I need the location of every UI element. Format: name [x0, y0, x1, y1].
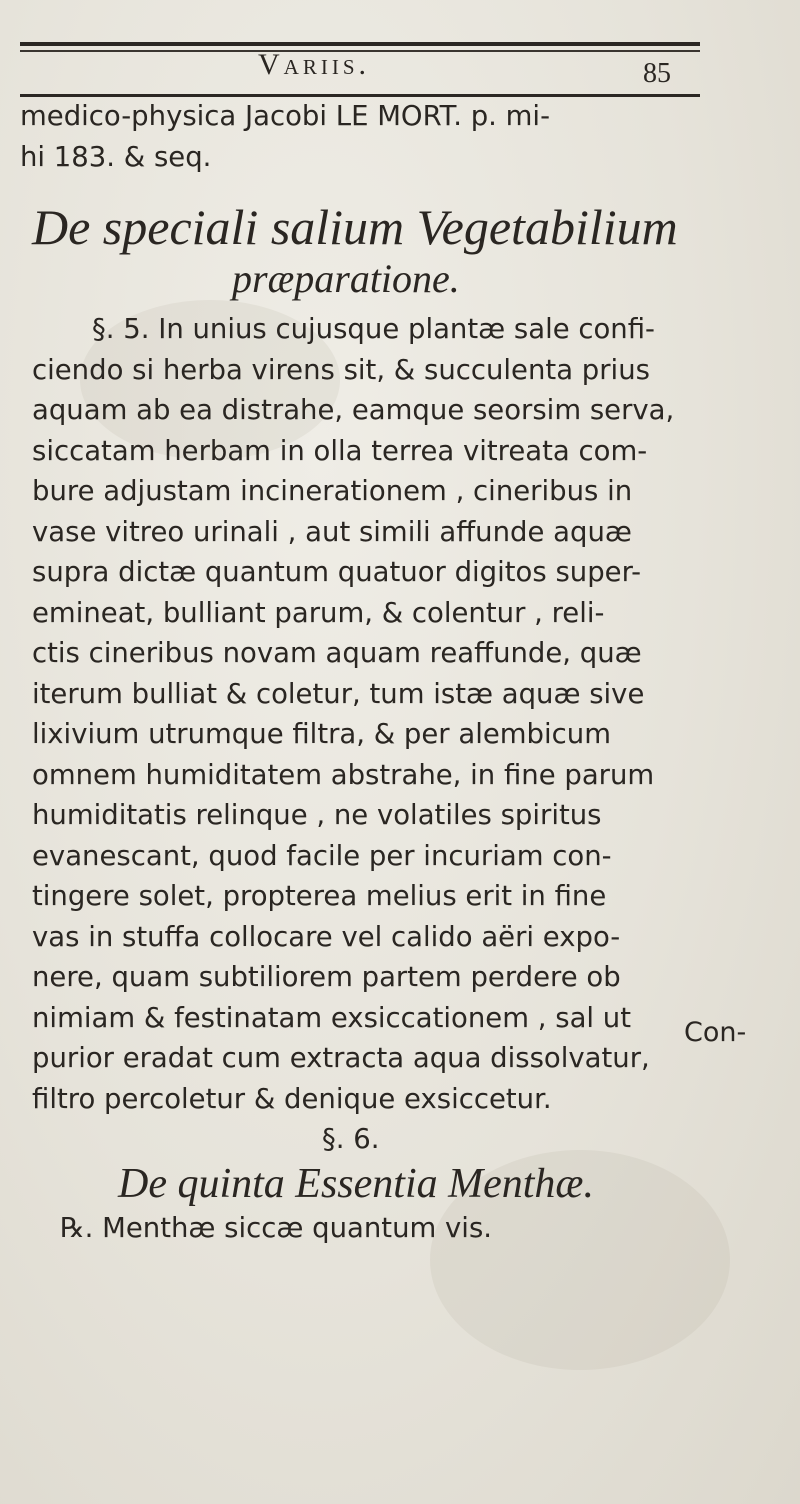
text-line: siccatam herbam in olla terrea vitreata com-: [32, 434, 648, 467]
text-line: emineat, bulliant parum, & colentur , reli-: [32, 596, 605, 629]
text-line: iterum bulliat & coletur, tum istæ aquæ sive: [32, 677, 645, 710]
text-line: medico-physica Jacobi LE MORT. p. mi-: [20, 100, 550, 132]
text-line: ctis cineribus novam aquam reaffunde, quæ: [32, 637, 642, 669]
section-heading: De speciali salium Vegetabilium: [32, 199, 678, 255]
text-line: omnem humiditatem abstrahe, in fine parum: [32, 758, 655, 791]
page-number: 85: [643, 58, 671, 89]
text-line: bure adjustam incinerationem , cineribus in: [32, 475, 633, 507]
section-heading-continued: præparatione.: [232, 256, 460, 301]
text-line: evanescant, quod facile per incuriam con-: [32, 839, 612, 872]
section-heading: De quinta Essentia Menthæ.: [118, 1160, 594, 1207]
section-number: §. 6.: [322, 1123, 380, 1155]
catchword: Con-: [684, 1017, 747, 1048]
text-line: vase vitreo urinali , aut simili affunde aquæ: [32, 515, 632, 548]
text-line: vas in stuffa collocare vel calido aëri expo-: [32, 920, 621, 953]
text-line: filtro percoletur & denique exsiccetur.: [32, 1082, 552, 1115]
paragraph-first-line: §. 5. In unius cujusque plantæ sale confi-: [92, 313, 655, 345]
text-line: humiditatis relinque , ne volatiles spiritus: [32, 799, 602, 831]
body-text: [20, 96, 740, 1248]
text-line: aquam ab ea distrahe, eamque seorsim serva,: [32, 394, 675, 426]
text-line: ciendo si herba virens sit, & succulenta prius: [32, 353, 650, 386]
text-line: lixivium utrumque filtra, & per alembicum: [32, 718, 611, 750]
text-line: tingere solet, propterea melius erit in fine: [32, 880, 607, 912]
text-line: nere, quam subtiliorem partem perdere ob: [32, 961, 621, 993]
text-line: nimiam & festinatam exsiccationem , sal ut: [32, 1001, 632, 1034]
text-line: purior eradat cum extracta aqua dissolvatur,: [32, 1042, 650, 1074]
running-head-title: Variis.: [258, 48, 371, 81]
text-line: supra dictæ quantum quatuor digitos super-: [32, 556, 642, 588]
top-rule: [20, 42, 700, 46]
text-line: hi 183. & seq.: [20, 140, 212, 173]
recipe-line: ℞. Menthæ siccæ quantum vis.: [60, 1211, 493, 1244]
running-head: [0, 48, 800, 98]
